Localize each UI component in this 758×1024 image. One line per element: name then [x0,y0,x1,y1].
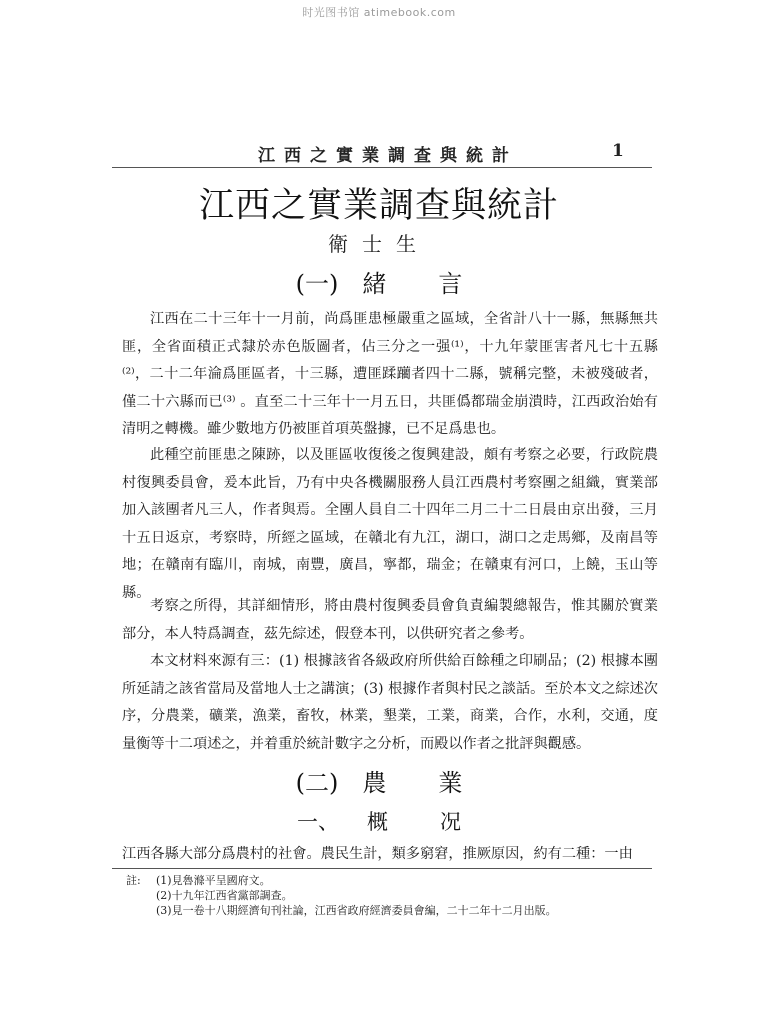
section-word: 緒 [362,270,387,298]
section-number: (二) [295,769,339,797]
paragraph: 本文材料來源有三：(1) 根據該省各級政府所供給百餘種之印刷品；(2) 根據本團所延請之該省當局及當地人士之講演；(3) 根據作者與村民之談話。至於本文之綜述次序，分農業，礦業，漁業，畜牧，林業，墾業，工業，商業，合作，水利，交通，度量衡等十二項述之，并着重於統計數字之分析，而殿以作者之批評與觀感。 [122,653,658,752]
paragraph: 此種空前匪患之陳跡，以及匪區收復後之復興建設，頗有考察之必要，行政院農村復興委員會，爰本此旨，乃有中央各機關服務人員江西農村考察團之組織，實業部加入該團者凡三人，作者與焉。全團人員自二十四年二月二十二日晨由京出發，三月十五日返京，考察時，所經之區域，在贛北有九江，湖口，湖口之走馬鄉，及南昌等地；在贛南有臨川，南城，南豐，廣昌，寧都，瑞金；在贛東有河口，上饒，玉山等縣。 [122,447,658,601]
subsection-word: 概 [367,810,388,834]
subsection-number: 一、 [297,810,339,834]
section-heading-introduction [0,264,758,299]
header-rule [112,167,652,168]
footnote-item: (1)見魯滌平呈國府文。 [156,874,271,887]
article-author: 衛士生 [328,232,430,256]
section-heading-agriculture [0,763,758,798]
section-word: 業 [438,769,463,797]
footnote-item: (2)十九年江西省黨部調查。 [156,889,293,902]
watermark: 时光图书馆 atimebook.com [302,6,456,19]
paragraph: 考察之所得，其詳細情形，將由農村復興委員會負責編製總報告，惟其關於實業部分，本人特爲調查，茲先綜述，假登本刊，以供研究者之參考。 [122,598,658,642]
subsection-heading-overview [0,806,758,836]
footnote-rule [112,868,652,869]
section-number: (一) [295,270,339,298]
subsection-word: 况 [440,810,461,834]
paragraph: 江西各縣大部分爲農村的社會。農民生計，類多窮窘，推厥原因，約有二種：一由 [122,846,633,862]
section-word: 農 [362,769,387,797]
running-title: 江西之實業調查與統計 [258,146,518,166]
page-number: 1 [612,141,624,161]
section-word: 言 [438,270,463,298]
paragraph: 江西在二十三年十一月前，尚爲匪患極嚴重之區域，全省計八十一縣，無縣無共匪，全省面積正式隸於赤色版圖者，佔三分之一强⁽¹⁾，十九年蒙匪害者凡七十五縣⁽²⁾，二十二年淪爲匪區者，十三縣，遭匪蹂躪者四十二縣，號稱完整，未被殘破者，僅二十六縣而已⁽³⁾ 。直至二十三年十一月五日，共匪僞都瑞金崩潰時，江西政治始有清明之轉機。雖少數地方仍被匪首項英盤據，已不足爲患也。 [122,311,658,437]
footnote-item: (3)見一卷十八期經濟旬刊社論，江西省政府經濟委員會編，二十二年十二月出版。 [156,904,557,917]
footnote-label: 註: [126,874,141,887]
article-title: 江西之實業調查與統計 [198,186,559,226]
